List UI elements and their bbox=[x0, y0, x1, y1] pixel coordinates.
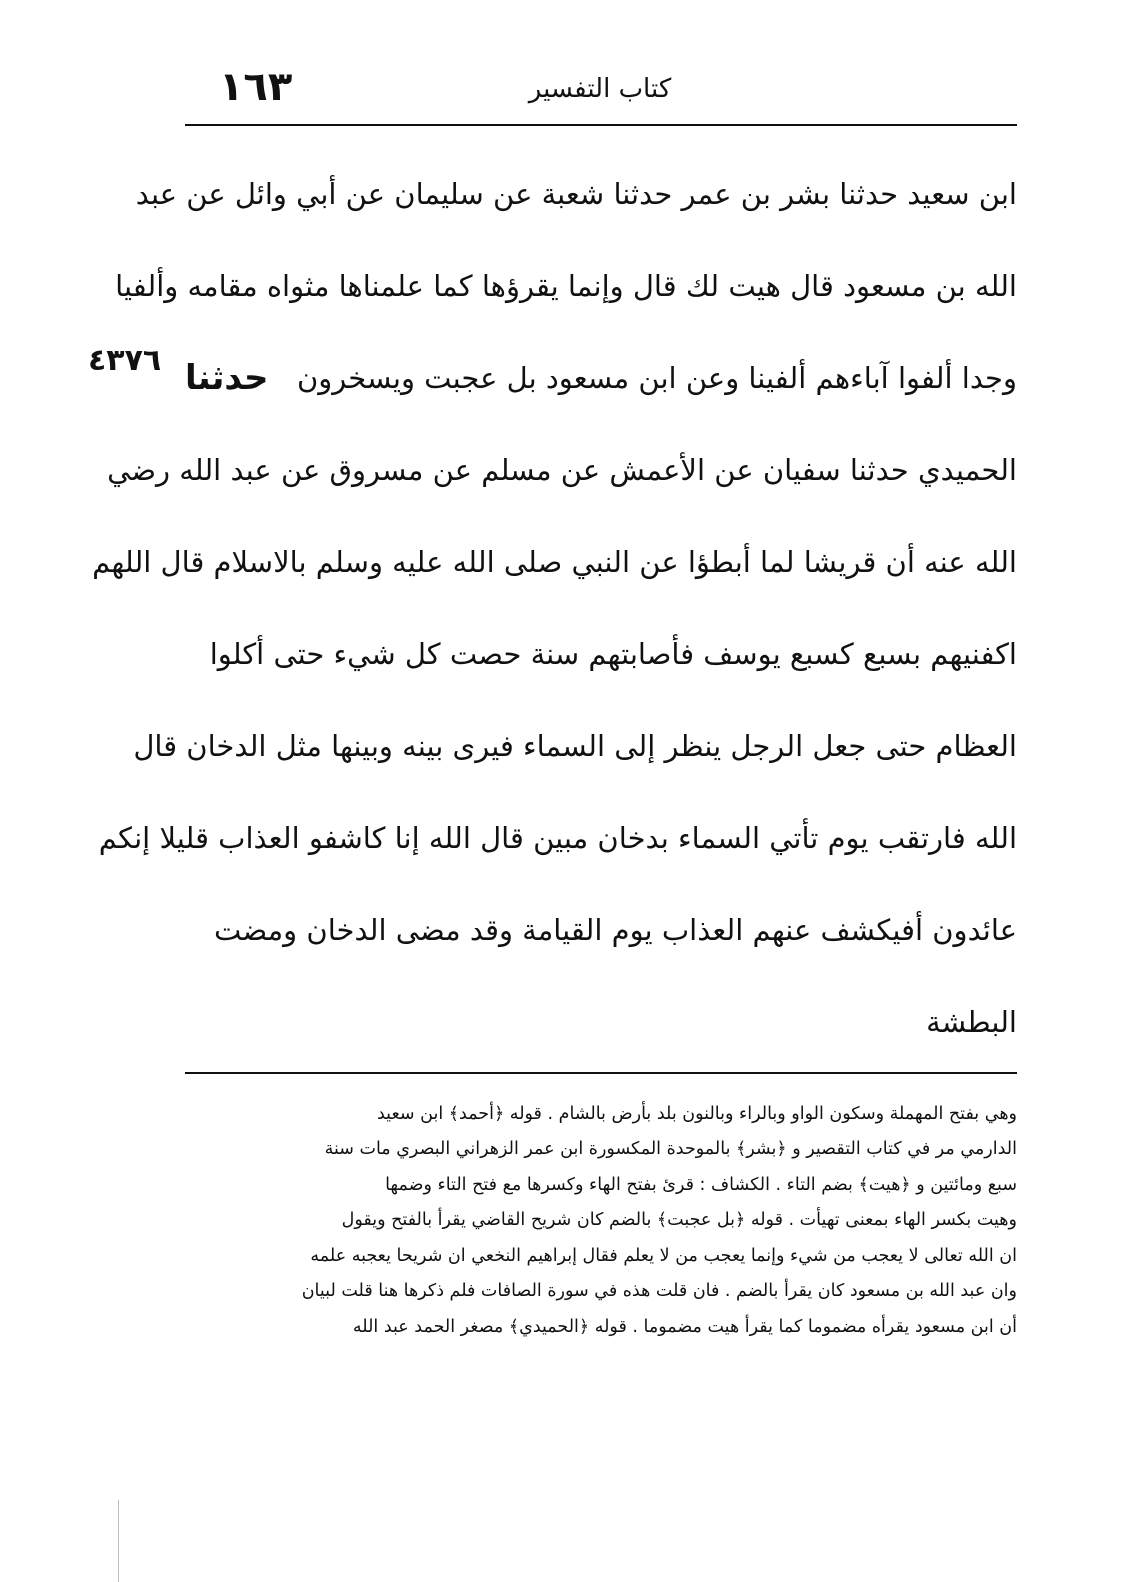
hadith-number: ٤٣٧٦ bbox=[88, 343, 162, 378]
text-line: الله بن مسعود قال هيت لك قال وإنما يقرؤها كما علمناها مثواه مقامه وألفيا bbox=[115, 269, 1017, 303]
page-number: ١٦٣ bbox=[219, 64, 293, 110]
text-line: العظام حتى جعل الرجل ينظر إلى السماء فيرى بينه وبينها مثل الدخان قال bbox=[133, 729, 1017, 763]
note-line: الدارمي مر في كتاب التقصير و ﴿بشر﴾ بالموحدة المكسورة ابن عمر الزهراني البصري مات سنة bbox=[324, 1139, 1017, 1160]
text-line: البطشة bbox=[926, 1005, 1017, 1039]
hadith-opening-word: حدثنا bbox=[185, 358, 269, 398]
note-line: ان الله تعالى لا يعجب من شيء وإنما يعجب من لا يعلم فقال إبراهيم النخعي ان شريحا يعجبه علمه bbox=[310, 1245, 1017, 1266]
page-edge-mark bbox=[118, 1500, 119, 1582]
text-line: الله عنه أن قريشا لما أبطؤا عن النبي صلى الله عليه وسلم بالاسلام قال اللهم bbox=[92, 545, 1017, 579]
header-divider bbox=[185, 124, 1017, 126]
commentary-notes bbox=[185, 1096, 1017, 1345]
note-line: وهيت بكسر الهاء بمعنى تهيأت . قوله ﴿بل عجبت﴾ بالضم كان شريح القاضي يقرأ بالفتح ويقول bbox=[341, 1210, 1017, 1231]
text-line: اكفنيهم بسبع كسبع يوسف فأصابتهم سنة حصت كل شيء حتى أكلوا bbox=[209, 637, 1017, 671]
note-line: أن ابن مسعود يقرأه مضموما كما يقرأ هيت مضموما . قوله ﴿الحميدي﴾ مصغر الحمد عبد الله bbox=[352, 1316, 1017, 1337]
text-line-part: وجدا ألفوا آباءهم ألفينا وعن ابن مسعود بل عجبت ويسخرون bbox=[296, 361, 1017, 395]
text-line bbox=[185, 332, 1017, 424]
note-line: وان عبد الله بن مسعود كان يقرأ بالضم . فان قلت هذه في سورة الصافات فلم ذكرها هنا قلت لبيان bbox=[301, 1281, 1017, 1302]
note-line: وهي بفتح المهملة وسكون الواو وبالراء وبالنون بلد بأرض بالشام . قوله ﴿أحمد﴾ ابن سعيد bbox=[377, 1103, 1017, 1124]
book-title: كتاب التفسير bbox=[528, 74, 672, 104]
text-line: الحميدي حدثنا سفيان عن الأعمش عن مسلم عن مسروق عن عبد الله رضي bbox=[107, 453, 1017, 487]
note-line: سبع ومائتين و ﴿هيت﴾ بضم التاء . الكشاف : قرئ بفتح الهاء وكسرها مع فتح التاء وضمها bbox=[385, 1174, 1017, 1195]
footnote-divider bbox=[185, 1072, 1017, 1074]
text-line: ابن سعيد حدثنا بشر بن عمر حدثنا شعبة عن سليمان عن أبي وائل عن عبد bbox=[135, 177, 1017, 211]
text-line: الله فارتقب يوم تأتي السماء بدخان مبين قال الله إنا كاشفو العذاب قليلا إنكم bbox=[98, 821, 1017, 855]
page-header bbox=[185, 60, 1015, 128]
text-line: عائدون أفيكشف عنهم العذاب يوم القيامة وقد مضى الدخان ومضت bbox=[214, 913, 1017, 947]
